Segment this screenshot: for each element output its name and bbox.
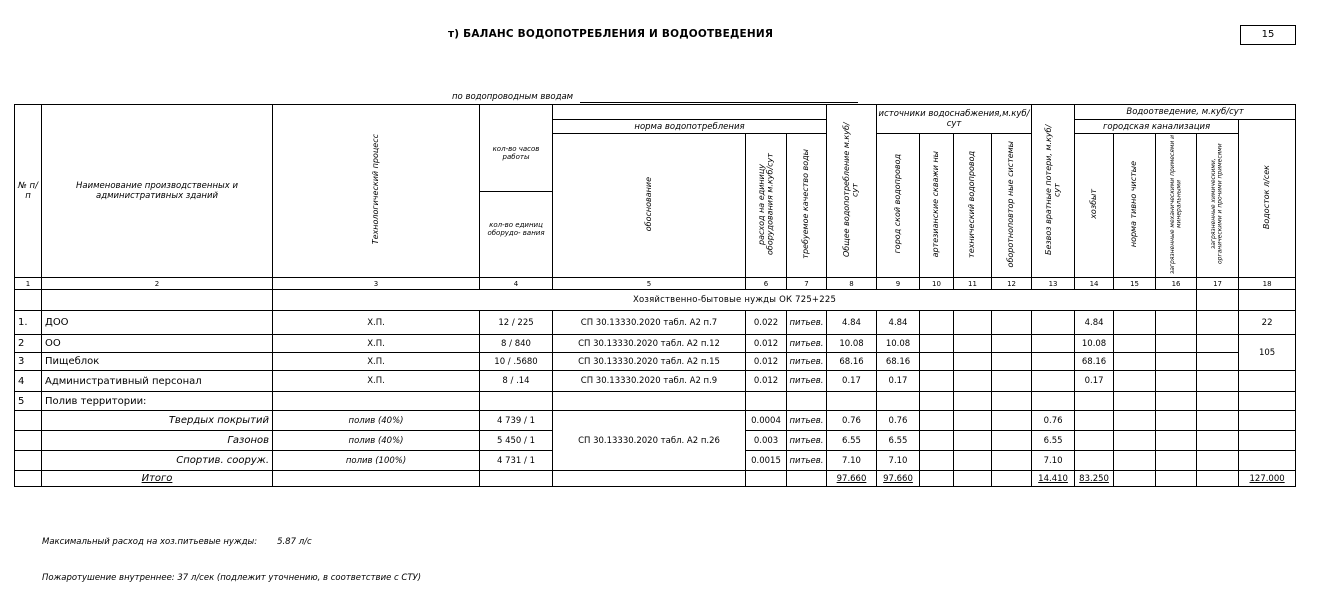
row-process: полив (40%) [273,411,480,431]
empty-cell [1156,411,1197,431]
empty-cell [920,471,954,487]
header-quality-text: требуемое качество воды [801,149,811,259]
row-city: 0.17 [877,371,920,392]
header-process [273,105,480,278]
row-total: 7.10 [827,451,877,471]
header-src-city-text: город ской водопровод [892,154,902,254]
row-total: 0.76 [827,411,877,431]
max-flow-value: 5.87 л/с [277,537,312,547]
row-process: полив (100%) [273,451,480,471]
empty-cell [992,335,1032,353]
row-quality: питьев. [787,353,827,371]
empty-cell [1114,471,1156,487]
header-drain-ls [1239,120,1296,278]
row-city: 68.16 [877,353,920,371]
col-num: 14 [1075,278,1114,290]
totals-household: 83.250 [1075,471,1114,487]
empty-cell [1075,451,1114,471]
empty-cell [1239,431,1296,451]
empty-cell [480,471,553,487]
header-src-tech-text: технический водопровод [967,150,977,258]
empty-cell [992,392,1032,411]
row-city: 10.08 [877,335,920,353]
row-basis: СП 30.13330.2020 табл. А2 п.15 [553,353,746,371]
empty-cell [920,371,954,392]
col-num: 11 [954,278,992,290]
empty-cell [15,471,42,487]
empty-cell [1197,311,1239,335]
row-rate: 0.0004 [746,411,787,431]
header-quality [787,134,827,278]
row-basis: СП 30.13330.2020 табл. А2 п.26 [553,411,746,471]
header-units: кол-во единиц оборудо- вания [480,191,553,267]
vvod-label: по водопроводным вводам [452,92,574,102]
table-row [15,353,1296,371]
document-title: т) БАЛАНС ВОДОПОТРЕБЛЕНИЯ И ВОДООТВЕДЕНИЯ [448,28,774,40]
empty-cell [992,471,1032,487]
totals-total: 97.660 [827,471,877,487]
row-quality: питьев. [787,311,827,335]
empty-cell [1239,290,1296,311]
empty-cell [1239,451,1296,471]
row-qty: 4 731 / 1 [480,451,553,471]
empty-cell [920,411,954,431]
empty-cell [954,371,992,392]
empty-cell [42,290,273,311]
col-num: 16 [1156,278,1197,290]
empty-cell [954,451,992,471]
empty-cell [1075,431,1114,451]
empty-cell [1156,371,1197,392]
row-basis: СП 30.13330.2020 табл. А2 п.12 [553,335,746,353]
header-process-text: Технологический процесс [370,134,380,245]
empty-cell [954,431,992,451]
empty-cell [1156,353,1197,371]
empty-cell [553,471,746,487]
row-name: ДОО [42,311,273,335]
row-name: Газонов [42,431,273,451]
empty-cell [15,411,42,431]
empty-cell [920,335,954,353]
row-quality: питьев. [787,431,827,451]
header-basis [553,134,746,278]
empty-cell [992,353,1032,371]
table-row [15,335,1296,353]
header-clean-text: норма тивно чистые [1129,160,1139,248]
section-row [15,290,1296,311]
header-src-artesian [920,134,954,278]
header-city-sewer: городская канализация [1075,120,1239,134]
empty-cell [954,353,992,371]
col-num: 10 [920,278,954,290]
col-num: 2 [42,278,273,290]
header-losses [1032,105,1075,278]
header-mech [1156,134,1197,278]
row-num: 4 [15,371,42,392]
row-num: 3 [15,353,42,371]
row-process: Х.П. [273,371,480,392]
empty-cell [954,335,992,353]
table-row [15,392,1296,411]
header-rate [746,134,787,278]
row-losses [1032,353,1075,371]
empty-cell [1197,392,1239,411]
empty-cell [954,471,992,487]
row-losses [1032,335,1075,353]
empty-cell [1197,411,1239,431]
header-norm-spacer [553,105,827,120]
col-num: 8 [827,278,877,290]
header-src-recycled [992,134,1032,278]
col-num: 1 [15,278,42,290]
header-total [827,105,877,278]
row-name: Твердых покрытий [42,411,273,431]
row-losses: 7.10 [1032,451,1075,471]
header-household [1075,134,1114,278]
row-qty: 10 / .5680 [480,353,553,371]
row-rate: 0.003 [746,431,787,451]
empty-cell [1075,392,1114,411]
empty-cell [877,392,920,411]
empty-cell [954,311,992,335]
empty-cell [1114,411,1156,431]
row-household: 0.17 [1075,371,1114,392]
empty-cell [1197,290,1239,311]
empty-cell [15,431,42,451]
empty-cell [1156,392,1197,411]
header-rate-text: расход на единицу оборудования м.куб/сут [756,153,774,255]
row-total: 68.16 [827,353,877,371]
row-rate: 0.022 [746,311,787,335]
balance-table [14,104,1296,487]
empty-cell [1197,431,1239,451]
row-losses [1032,311,1075,335]
empty-cell [1197,353,1239,371]
header-household-text: хозбыт [1088,189,1098,219]
totals-losses: 14.410 [1032,471,1075,487]
row-quality: питьев. [787,371,827,392]
empty-cell [1156,471,1197,487]
page-number: 15 [1240,25,1296,45]
col-num: 5 [553,278,746,290]
row-process: Х.П. [273,311,480,335]
empty-cell [1114,371,1156,392]
header-mech-text: загрязненные механическими примесями и минеральными [1168,134,1183,274]
header-chem-text: загрязненные химическими, органическими и прочими примесями [1210,143,1224,265]
row-rate: 0.012 [746,353,787,371]
table-row [15,311,1296,335]
empty-cell [1114,335,1156,353]
empty-cell [1197,451,1239,471]
max-flow-note [42,537,312,547]
col-num: 13 [1032,278,1075,290]
header-hours: кол-во часов работы [492,145,540,161]
row-household: 4.84 [1075,311,1114,335]
row-name: Полив территории: [42,392,273,411]
empty-cell [954,392,992,411]
empty-cell [1156,451,1197,471]
empty-cell [746,392,787,411]
row-losses: 6.55 [1032,431,1075,451]
header-src-recycled-text: оборотноповтор ные системы [1006,140,1016,268]
empty-cell [1197,371,1239,392]
empty-cell [1156,311,1197,335]
row-name: Спортив. сооруж. [42,451,273,471]
empty-cell [1156,335,1197,353]
header-qty [480,105,553,278]
row-process: Х.П. [273,335,480,353]
empty-cell [827,392,877,411]
empty-cell [480,392,553,411]
empty-cell [1114,353,1156,371]
empty-cell [992,371,1032,392]
col-num: 12 [992,278,1032,290]
empty-cell [1075,411,1114,431]
row-name: Административный персонал [42,371,273,392]
empty-cell [1114,311,1156,335]
row-losses [1032,371,1075,392]
empty-cell [553,392,746,411]
empty-cell [1114,451,1156,471]
row-qty: 8 / 840 [480,335,553,353]
empty-cell [920,353,954,371]
col-num: 9 [877,278,920,290]
row-household: 10.08 [1075,335,1114,353]
empty-cell [992,451,1032,471]
header-src-city [877,134,920,278]
row-household: 68.16 [1075,353,1114,371]
header-name: Наименование производственных и административных зданий [42,105,273,278]
empty-cell [1032,392,1075,411]
empty-cell [992,411,1032,431]
totals-label: Итого [42,471,273,487]
col-num: 17 [1197,278,1239,290]
header-drain-ls-text: Водосток л/сек [1261,164,1271,230]
row-city: 6.55 [877,431,920,451]
header-num: № п/п [15,105,42,278]
row-num: 2 [15,335,42,353]
header-clean [1114,134,1156,278]
empty-cell [920,392,954,411]
empty-cell [992,311,1032,335]
section-title: Хозяйственно-бытовые нужды ОК 725+225 [273,290,1197,311]
header-src-tech [954,134,992,278]
empty-cell [1239,392,1296,411]
header-norm-group: норма водопотребления [553,120,827,134]
row-quality: питьев. [787,411,827,431]
header-drain-group: Водоотведение, м.куб/сут [1075,105,1296,120]
row-city: 0.76 [877,411,920,431]
row-quality: питьев. [787,451,827,471]
row-num: 1. [15,311,42,335]
empty-cell [954,411,992,431]
table-row [15,371,1296,392]
max-flow-label: Максимальный расход на хоз.питьевые нужды: [42,537,258,547]
row-name: ОО [42,335,273,353]
col-num: 3 [273,278,480,290]
empty-cell [992,431,1032,451]
row-rate: 0.0015 [746,451,787,471]
empty-cell [273,392,480,411]
row-qty: 5 450 / 1 [480,431,553,451]
empty-cell [1197,335,1239,353]
empty-cell [1239,371,1296,392]
col-num: 6 [746,278,787,290]
empty-cell [15,451,42,471]
row-drain: 22 [1239,311,1296,335]
row-total: 10.08 [827,335,877,353]
empty-cell [920,451,954,471]
header-sources: источники водоснабжения,м.куб/сут [877,105,1032,134]
row-process: полив (40%) [273,431,480,451]
row-qty: 8 / .14 [480,371,553,392]
totals-drain: 127.000 [1239,471,1296,487]
empty-cell [15,290,42,311]
row-city: 7.10 [877,451,920,471]
empty-cell [787,392,827,411]
row-quality: питьев. [787,335,827,353]
empty-cell [1114,431,1156,451]
row-num: 5 [15,392,42,411]
totals-city: 97.660 [877,471,920,487]
row-qty: 4 739 / 1 [480,411,553,431]
empty-cell [1114,392,1156,411]
row-name: Пищеблок [42,353,273,371]
row-qty: 12 / 225 [480,311,553,335]
empty-cell [746,471,787,487]
empty-cell [787,471,827,487]
header-row-1 [15,105,1296,120]
col-num: 4 [480,278,553,290]
row-rate: 0.012 [746,335,787,353]
table-row [15,411,1296,431]
empty-cell [920,431,954,451]
row-rate: 0.012 [746,371,787,392]
totals-row [15,471,1296,487]
row-total: 0.17 [827,371,877,392]
row-total: 6.55 [827,431,877,451]
col-num: 18 [1239,278,1296,290]
header-basis-text: обоснование [643,176,653,232]
header-src-artesian-text: артезианские скважи ны [931,150,941,258]
empty-cell [1156,431,1197,451]
header-total-text: Общее водопотребление м.куб/сут [842,122,860,257]
row-total: 4.84 [827,311,877,335]
fire-note: Пожаротушение внутреннее: 37 л/сек (подлежит уточнению, в соответствие с СТУ) [42,573,422,583]
col-num: 15 [1114,278,1156,290]
row-city: 4.84 [877,311,920,335]
empty-cell [273,471,480,487]
empty-cell [1197,471,1239,487]
row-losses: 0.76 [1032,411,1075,431]
col-num: 7 [787,278,827,290]
empty-cell [920,311,954,335]
row-basis: СП 30.13330.2020 табл. А2 п.7 [553,311,746,335]
empty-cell [1239,411,1296,431]
row-drain: 105 [1239,335,1296,371]
vvod-underline [580,102,858,103]
row-basis: СП 30.13330.2020 табл. А2 п.9 [553,371,746,392]
column-number-row [15,278,1296,290]
row-process: Х.П. [273,353,480,371]
header-losses-text: Безвоз вратные потери, м.куб/сут [1043,124,1062,255]
header-chem [1197,134,1239,278]
